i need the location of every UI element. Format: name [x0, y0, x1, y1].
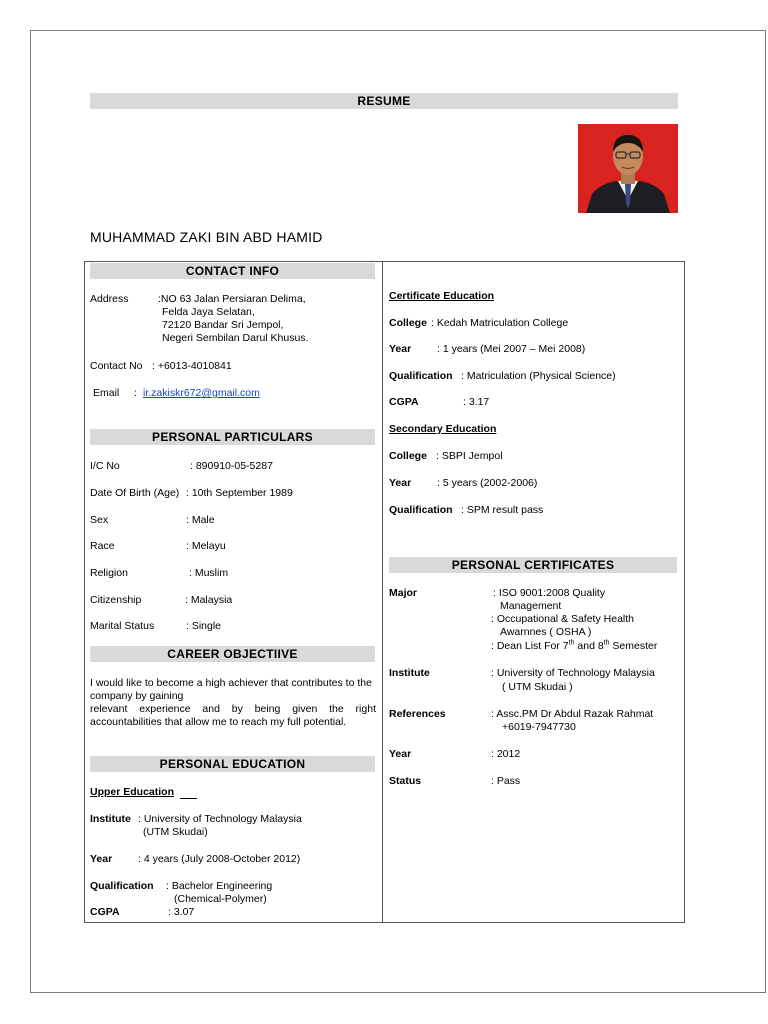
address-line-2: Felda Jaya Selatan,: [162, 306, 255, 318]
contact-no-label: Contact No: [90, 360, 143, 372]
contact-info-heading: CONTACT INFO: [90, 263, 375, 279]
cert-cgpa-value: : 3.17: [463, 396, 490, 408]
career-objective-line-2: relevant experience and by being given the right accountabilities that allow me to reach my full potential.: [90, 703, 376, 728]
upper-education-title: Upper Education: [90, 786, 175, 798]
cert-major-1: : ISO 9001:2008 Quality: [493, 587, 606, 599]
personal-certificates-heading: PERSONAL CERTIFICATES: [389, 557, 677, 573]
references-label: References: [389, 708, 446, 720]
resume-title: RESUME: [90, 93, 678, 109]
sex-value: : Male: [186, 514, 215, 526]
cert-cgpa-label: CGPA: [389, 396, 419, 408]
dob-label: Date Of Birth (Age): [90, 487, 180, 499]
person-portrait-icon: [578, 124, 678, 213]
candidate-name: MUHAMMAD ZAKI BIN ABD HAMID: [90, 229, 323, 245]
upper-year-value: : 4 years (July 2008-October 2012): [138, 853, 301, 865]
address-line-1: :NO 63 Jalan Persiaran Delima,: [158, 293, 306, 305]
upper-institute-value-2: (UTM Skudai): [143, 826, 208, 838]
references-value: : Assc.PM Dr Abdul Razak Rahmat: [491, 708, 654, 720]
address-line-3: 72120 Bandar Sri Jempol,: [162, 319, 284, 331]
upper-year-label: Year: [90, 853, 113, 865]
sec-qualification-value: : SPM result pass: [461, 504, 544, 516]
cert-major-1b: Management: [500, 600, 562, 612]
race-value: : Melayu: [186, 540, 226, 552]
cert-year-label-2: Year: [389, 748, 412, 760]
cert-institute-value: : University of Technology Malaysia: [491, 667, 655, 679]
personal-particulars-heading: PERSONAL PARTICULARS: [90, 429, 375, 445]
cert-institute-value-2: ( UTM Skudai ): [502, 681, 573, 693]
status-value: : Pass: [491, 775, 521, 787]
email-separator: :: [134, 387, 137, 399]
sec-college-label: College: [389, 450, 427, 462]
sec-qualification-label: Qualification: [389, 504, 453, 516]
sec-college-value: : SBPI Jempol: [436, 450, 503, 462]
cert-qualification-label: Qualification: [389, 370, 453, 382]
cert-major-3-post: Semester: [609, 640, 658, 652]
upper-qualification-label: Qualification: [90, 880, 154, 892]
sec-year-value: : 5 years (2002-2006): [437, 477, 538, 489]
cert-college-label: College: [389, 317, 427, 329]
upper-education-underline-tail: [180, 798, 197, 799]
religion-label: Religion: [90, 567, 128, 579]
career-objective-line-1: I would like to become a high achiever that contributes to the company by gaining: [90, 677, 372, 702]
cert-year-value: : 1 years (Mei 2007 – Mei 2008): [437, 343, 586, 355]
sec-year-label: Year: [389, 477, 412, 489]
citizenship-value: : Malaysia: [185, 594, 233, 606]
cert-major-3-mid: and 8: [574, 640, 604, 652]
upper-institute-label: Institute: [90, 813, 131, 825]
contact-no-value: : +6013-4010841: [152, 360, 232, 372]
upper-cgpa-value: : 3.07: [168, 906, 195, 918]
cert-major-label: Major: [389, 587, 418, 599]
personal-education-heading: PERSONAL EDUCATION: [90, 756, 375, 772]
column-divider: [382, 261, 383, 923]
address-label: Address: [90, 293, 129, 305]
cert-major-3-sup1: th: [568, 639, 575, 647]
certificate-education-title: Certificate Education: [389, 290, 495, 302]
email-label: Email: [93, 387, 120, 399]
sex-label: Sex: [90, 514, 109, 526]
marital-status-label: Marital Status: [90, 620, 155, 632]
email-link[interactable]: ir.zakiskr672@gmail.com: [143, 387, 260, 399]
upper-institute-value: : University of Technology Malaysia: [138, 813, 302, 825]
upper-qualification-value: : Bachelor Engineering: [166, 880, 273, 892]
references-value-2: +6019-7947730: [502, 721, 576, 733]
dob-value: : 10th September 1989: [186, 487, 293, 499]
cert-major-3-pre: : Dean List For 7: [491, 640, 569, 652]
race-label: Race: [90, 540, 115, 552]
citizenship-label: Citizenship: [90, 594, 142, 606]
secondary-education-title: Secondary Education: [389, 423, 497, 435]
cert-major-3: [491, 640, 657, 653]
cert-major-3-sup2: th: [603, 639, 610, 647]
upper-cgpa-label: CGPA: [90, 906, 120, 918]
status-label: Status: [389, 775, 422, 787]
cert-college-value: : Kedah Matriculation College: [431, 317, 569, 329]
upper-qualification-value-2: (Chemical-Polymer): [174, 893, 267, 905]
ic-no-value: : 890910-05-5287: [190, 460, 273, 472]
religion-value: : Muslim: [189, 567, 229, 579]
career-objective-heading: CAREER OBJECTIIVE: [90, 646, 375, 662]
cert-year-label: Year: [389, 343, 412, 355]
cert-major-2: : Occupational & Safety Health: [491, 613, 634, 625]
address-line-4: Negeri Sembilan Darul Khusus.: [162, 332, 309, 344]
cert-major-2b: Awarnnes ( OSHA ): [500, 626, 592, 638]
cert-qualification-value: : Matriculation (Physical Science): [461, 370, 616, 382]
profile-photo: [578, 124, 678, 213]
cert-institute-label: Institute: [389, 667, 430, 679]
cert-year-value-2: : 2012: [491, 748, 521, 760]
marital-status-value: : Single: [186, 620, 222, 632]
ic-no-label: I/C No: [90, 460, 120, 472]
